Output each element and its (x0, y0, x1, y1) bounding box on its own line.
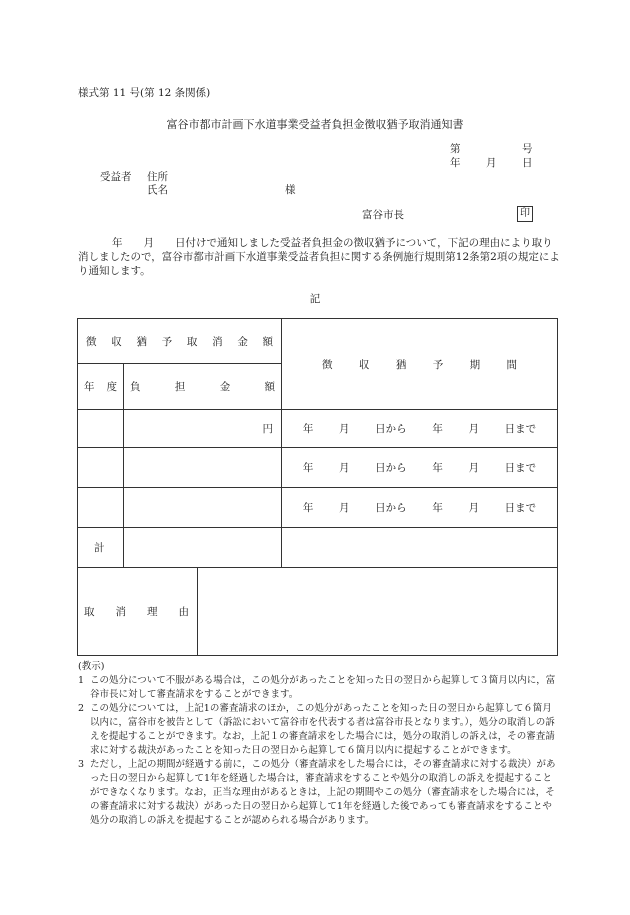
date-year: 年 (450, 157, 461, 169)
table-row (78, 448, 558, 488)
period-header-chars: 徴 収 猶 予 期 間 (322, 358, 517, 371)
reason-row (78, 568, 558, 656)
form-number: 様式第 11 号(第 12 条関係) (78, 87, 211, 99)
seal-box: 印 (517, 206, 533, 222)
reason-label: 取 消 理 由 (78, 568, 198, 656)
instructions-heading: (教示) (78, 661, 105, 672)
cancellation-table (77, 318, 558, 656)
amount-cell (124, 488, 282, 528)
number-unit: 号 (522, 143, 533, 155)
issuer: 富谷市長 (362, 209, 404, 221)
date-day: 日 (522, 157, 533, 169)
list-item: 3 ただし，上記の期間が経過する前に，この処分（審査請求をした場合には，その審査請求に対する裁決）があった日の翌日から起算して1年を経過した場合は，審査請求をすることや処分の取消しの訴えを提起することができなくなります。なお，正当な理由があるときは，上記の期間やこの処分（審査請求をした場合には，その審査請求に対する裁決）があった日の翌日から起算して1年を経過した後であっても審査請求をすることや処分の取消しの訴えを提起することが認められる場合があります。 (78, 759, 556, 826)
document-title: 富谷市都市計画下水道事業受益者負担金徴収猶予取消通知書 (166, 118, 464, 131)
total-amount-cell (124, 528, 282, 568)
amount-cell: 円 (124, 410, 282, 448)
year-cell (78, 448, 124, 488)
total-period-cell (282, 528, 558, 568)
year-label: 年 度 (78, 364, 124, 410)
table-row (78, 410, 558, 448)
name-label: 氏名 (147, 184, 168, 196)
instructions (78, 660, 560, 828)
year-cell (78, 410, 124, 448)
ki-mark: 記 (309, 293, 321, 305)
table-row (78, 488, 558, 528)
date-month: 月 (486, 157, 497, 169)
amount-cell (124, 448, 282, 488)
period-cell: 年 月 日から 年 月 日まで (282, 410, 558, 448)
issue-date (450, 155, 533, 170)
cancel-amount-header-chars: 徴 収 猶 予 取 消 金 額 (86, 335, 274, 348)
honorific: 様 (285, 184, 296, 196)
cancel-amount-header (78, 319, 282, 364)
period-cell: 年 月 日から 年 月 日まで (282, 488, 558, 528)
year-cell (78, 488, 124, 528)
body-paragraph: 年 月 日付けで通知しました受益者負担金の徴収猶予について，下記の理由により取り消しましたので，富谷市都市計画下水道事業受益者負担に関する条例施行規則第12条第2項の規定により通知します。 (78, 237, 560, 277)
beneficiary-label: 受益者 (100, 171, 132, 183)
reason-cell (198, 568, 558, 656)
list-item: 1 この処分について不服がある場合は，この処分があったことを知った日の翌日から起算して３箇月以内に，富谷市長に対して審査請求をすることができます。 (78, 675, 556, 700)
period-cell: 年 月 日から 年 月 日まで (282, 448, 558, 488)
burden-amount-label: 負 担 金 額 (124, 364, 282, 410)
total-label: 計 (78, 528, 124, 568)
list-item: 2 この処分については，上記1の審査請求のほか，この処分があったことを知った日の翌日から起算して６箇月以内に，富谷市を被告として（訴訟において富谷市を代表する者は富谷市長となります。），処分の取消しの訴えを提起することができます。なお，上記１の審査請求をした場合には，処分の取消しの訴えは，その審査請求に対する裁決があったことを知った日の翌日から起算して６箇月以内に提起することができます。 (78, 703, 555, 756)
period-header (282, 319, 558, 410)
address-label: 住所 (147, 171, 168, 183)
number-label: 第 (450, 143, 461, 155)
total-row (78, 528, 558, 568)
